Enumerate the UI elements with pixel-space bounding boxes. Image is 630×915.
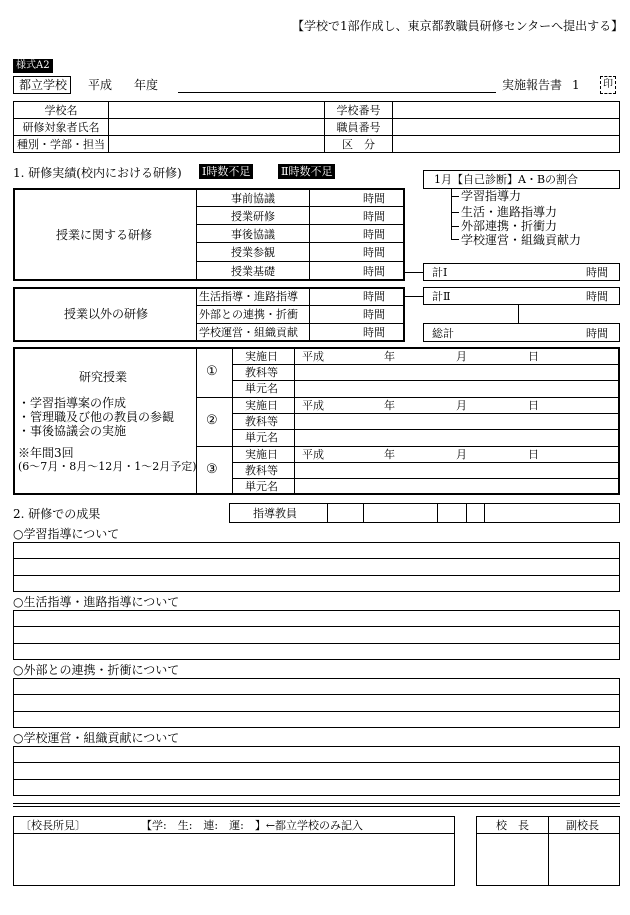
staff-number-label: 職員番号 (325, 119, 393, 136)
other-unit-2: 時間 (363, 308, 385, 321)
research-note-2: (6〜7月・8月〜12月・1〜2月予定) (18, 460, 197, 473)
lesson-item-4: 授業参観 (231, 246, 275, 259)
date-month: 月 (456, 448, 467, 461)
diagnosis-tick-3 (451, 226, 459, 227)
double-separator (13, 803, 620, 804)
instructor-divider (484, 503, 485, 523)
diagnosis-title: 1月【自己診断】A・Bの割合 (434, 173, 579, 186)
lesson-unit-1: 時間 (363, 192, 385, 205)
ruled-line (13, 643, 620, 644)
research-divider-1 (196, 348, 197, 494)
topic-learning: ○学習指導について (13, 527, 120, 541)
shortage-1: Ⅰ時数不足 (199, 164, 253, 179)
date-day: 日 (528, 350, 539, 363)
lesson-item-1: 事前協議 (231, 192, 275, 205)
trainee-name-field[interactable] (109, 119, 325, 136)
lesson-rule-2 (196, 224, 404, 225)
research-row-rule (232, 429, 619, 430)
research-divider-3 (294, 348, 295, 494)
research-number-1: ① (206, 364, 218, 379)
principal-stamp-area[interactable] (477, 834, 547, 885)
lesson-item-2: 授業研修 (231, 210, 275, 223)
school-number-label: 学校番号 (325, 102, 393, 119)
research-group-sep-2 (196, 446, 619, 447)
school-name-label: 学校名 (14, 102, 109, 119)
lesson-item-5: 授業基礎 (231, 265, 275, 278)
research-bullet-1: ・学習指導案の作成 (18, 396, 127, 410)
title-underline (178, 92, 496, 93)
research-row-subject: 教科等 (245, 366, 278, 379)
diagnosis-item-3: 外部連携・折衝力 (461, 219, 558, 233)
lesson-divider-2 (309, 189, 310, 280)
division-label: 区 分 (325, 136, 393, 153)
stamp-mark: 印 (603, 79, 613, 90)
total2-label: 計Ⅱ (432, 290, 451, 303)
header-note: 【学校で1部作成し、東京都教職員研修センターへ提出する】 (292, 19, 624, 33)
other-unit-3: 時間 (363, 326, 385, 339)
lesson-rule-3 (196, 242, 404, 243)
other-item-3: 学校運営・組織貢献 (199, 326, 298, 339)
research-bullet-2: ・管理職及び他の教員の参観 (18, 410, 175, 424)
date-day: 日 (528, 448, 539, 461)
lesson-unit-3: 時間 (363, 228, 385, 241)
other-item-2: 外部との連携・折衝 (199, 308, 298, 321)
instructor-divider (466, 503, 467, 523)
grand-total-unit: 時間 (586, 327, 608, 340)
category-field[interactable] (109, 136, 325, 153)
ruled-line (13, 694, 620, 695)
total1-connector (405, 272, 423, 273)
research-row-unit: 単元名 (245, 431, 278, 444)
principal-label: 校 長 (496, 819, 529, 832)
ruled-line (13, 711, 620, 712)
other-item-1: 生活指導・進路指導 (199, 290, 298, 303)
year-suffix: 年度 (134, 78, 159, 92)
lesson-item-3: 事後協議 (231, 228, 275, 241)
research-row-rule (232, 478, 619, 479)
double-separator (13, 806, 620, 807)
category-label: 種別・学部・担当 (14, 136, 109, 153)
research-row-rule (232, 380, 619, 381)
rating-text: 【学: 生: 連: 運: 】←都立学校のみ記入 (141, 819, 364, 832)
school-type: 都立学校 (19, 78, 68, 92)
total2-unit: 時間 (586, 290, 608, 303)
research-title: 研究授業 (79, 370, 128, 384)
section2-title: 2. 研修での成果 (13, 507, 101, 521)
instructor-divider (363, 503, 364, 523)
date-era: 平成 (302, 399, 324, 412)
research-row-date: 実施日 (245, 399, 278, 412)
section1-title: 1. 研修実績(校内における研修) (13, 166, 182, 180)
diagnosis-item-4: 学校運営・組織貢献力 (461, 233, 582, 247)
era-label: 平成 (88, 78, 113, 92)
lesson-training-label: 授業に関する研修 (56, 228, 153, 242)
date-year: 年 (384, 448, 395, 461)
ruled-line (13, 626, 620, 627)
total2-connector (405, 296, 423, 297)
diagnosis-item-1: 学習指導力 (461, 189, 522, 203)
research-number-3: ③ (206, 462, 218, 477)
research-row-rule (232, 364, 619, 365)
topic-learning-area[interactable] (13, 542, 620, 592)
date-day: 日 (528, 399, 539, 412)
date-month: 月 (456, 399, 467, 412)
instructor-divider (437, 503, 438, 523)
other-divider-1 (196, 288, 197, 341)
topic-life-guidance-area[interactable] (13, 610, 620, 660)
ruled-line (13, 762, 620, 763)
ruled-line (13, 779, 620, 780)
research-note-1: ※年間3回 (18, 446, 74, 460)
topic-external: ○外部との連携・折衝について (13, 663, 180, 677)
diagnosis-tick-4 (451, 239, 459, 240)
lesson-rule-1 (196, 206, 404, 207)
research-row-date: 実施日 (245, 350, 278, 363)
other-rule-2 (196, 323, 404, 324)
research-row-subject: 教科等 (245, 415, 278, 428)
principal-opinion-rule (13, 833, 455, 834)
info-table (13, 101, 620, 153)
research-row-subject: 教科等 (245, 464, 278, 477)
research-divider-2 (232, 348, 233, 494)
vice-principal-label: 副校長 (566, 819, 599, 832)
total1-unit: 時間 (586, 266, 608, 279)
research-number-2: ② (206, 413, 218, 428)
other-training-label: 授業以外の研修 (64, 307, 149, 321)
total2-stem (518, 305, 519, 323)
research-group-sep-1 (196, 397, 619, 398)
school-name-field[interactable] (109, 102, 325, 119)
division-field[interactable] (393, 136, 620, 153)
ruled-line (13, 575, 620, 576)
date-year: 年 (384, 350, 395, 363)
other-rule-1 (196, 305, 404, 306)
date-month: 月 (456, 350, 467, 363)
other-unit-1: 時間 (363, 290, 385, 303)
instructor-divider (327, 503, 328, 523)
topic-external-area[interactable] (13, 678, 620, 728)
lesson-unit-2: 時間 (363, 210, 385, 223)
research-row-rule (232, 413, 619, 414)
diagnosis-tick-2 (451, 212, 459, 213)
research-bullet-3: ・事後協議会の実施 (18, 424, 127, 438)
diagnosis-tick-1 (451, 196, 459, 197)
grand-total-label: 総計 (432, 327, 454, 340)
research-row-date: 実施日 (245, 448, 278, 461)
vice-principal-stamp-area[interactable] (549, 834, 619, 885)
date-era: 平成 (302, 448, 324, 461)
lesson-divider-1 (196, 189, 197, 280)
trainee-name-label: 研修対象者氏名 (14, 119, 109, 136)
form-code: 様式A2 (13, 59, 53, 73)
ruled-line (13, 558, 620, 559)
principal-opinion-label: 〔校長所見〕 (20, 819, 86, 832)
topic-school-management: ○学校運営・組織貢献について (13, 731, 180, 745)
date-era: 平成 (302, 350, 324, 363)
total1-label: 計Ⅰ (432, 266, 448, 279)
report-count: 1 (572, 78, 580, 92)
topic-life-guidance: ○生活指導・進路指導について (13, 595, 180, 609)
research-row-unit: 単元名 (245, 382, 278, 395)
report-title: 実施報告書 (502, 78, 563, 92)
lesson-unit-4: 時間 (363, 246, 385, 259)
lesson-rule-4 (196, 261, 404, 262)
instructor-label: 指導教員 (253, 507, 297, 520)
staff-number-field[interactable] (393, 119, 620, 136)
date-year: 年 (384, 399, 395, 412)
shortage-2: Ⅱ時数不足 (278, 164, 335, 179)
lesson-unit-5: 時間 (363, 265, 385, 278)
other-divider-2 (309, 288, 310, 341)
school-number-field[interactable] (393, 102, 620, 119)
topic-school-management-area[interactable] (13, 746, 620, 796)
research-row-unit: 単元名 (245, 480, 278, 493)
diagnosis-item-2: 生活・進路指導力 (461, 205, 558, 219)
research-row-rule (232, 462, 619, 463)
